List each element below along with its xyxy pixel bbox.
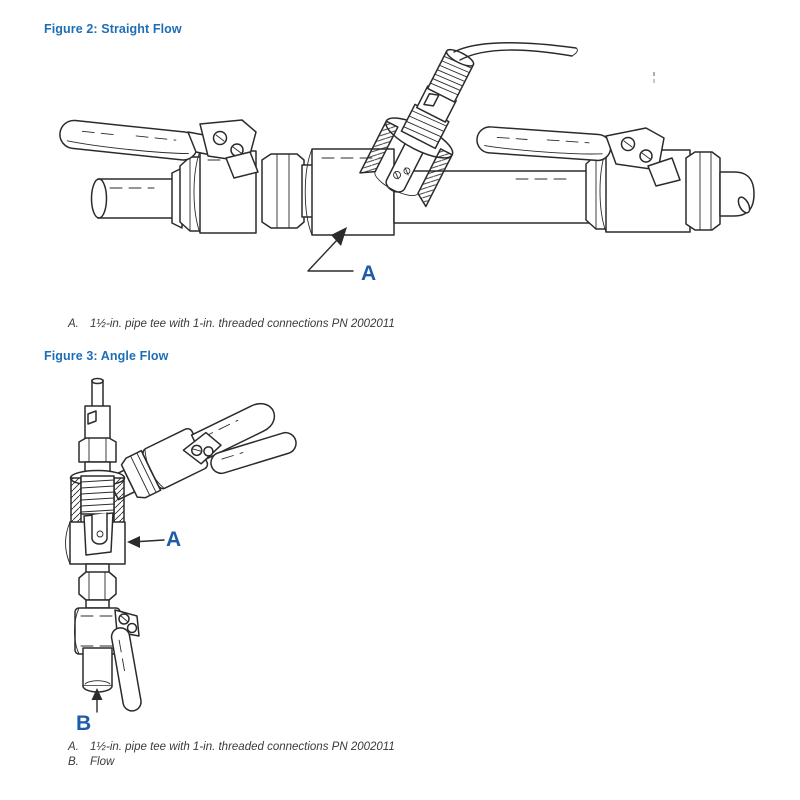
caption-text: 1½-in. pipe tee with 1-in. threaded connections PN 2002011 — [90, 318, 395, 330]
figure3-callout-a-label: A — [166, 528, 182, 551]
caption-text: 1½-in. pipe tee with 1-in. threaded connections PN 2002011 — [90, 741, 395, 753]
figure3-drawing — [55, 376, 315, 740]
figure3-callout-a-leader — [127, 536, 164, 548]
figure2-title: Figure 2: Straight Flow — [44, 22, 182, 36]
caption-key: A. — [68, 318, 79, 330]
caption-key: A. — [68, 741, 79, 753]
branch-valve — [104, 387, 302, 531]
pipe-bottom-inlet — [83, 648, 112, 692]
sensor-cable — [454, 43, 577, 60]
valve-handle-lower — [110, 626, 142, 712]
union-nut-lower — [79, 564, 116, 608]
figure3-caption — [68, 740, 395, 770]
figure2-drawing — [50, 38, 770, 300]
caption-item — [68, 317, 395, 332]
figure3-callout-b-label: B — [76, 712, 92, 735]
sensor-vertical — [79, 379, 116, 477]
figure2-callout-a-label: A — [361, 262, 377, 285]
pipe-left — [92, 179, 175, 218]
scan-artifact — [653, 72, 655, 76]
figure2-caption — [68, 317, 395, 332]
caption-item — [68, 740, 395, 755]
caption-key: B. — [68, 756, 79, 768]
caption-item — [68, 755, 395, 770]
caption-text: Flow — [90, 756, 115, 768]
pipe-right-end — [720, 172, 754, 216]
figure3-title: Figure 3: Angle Flow — [44, 349, 169, 363]
